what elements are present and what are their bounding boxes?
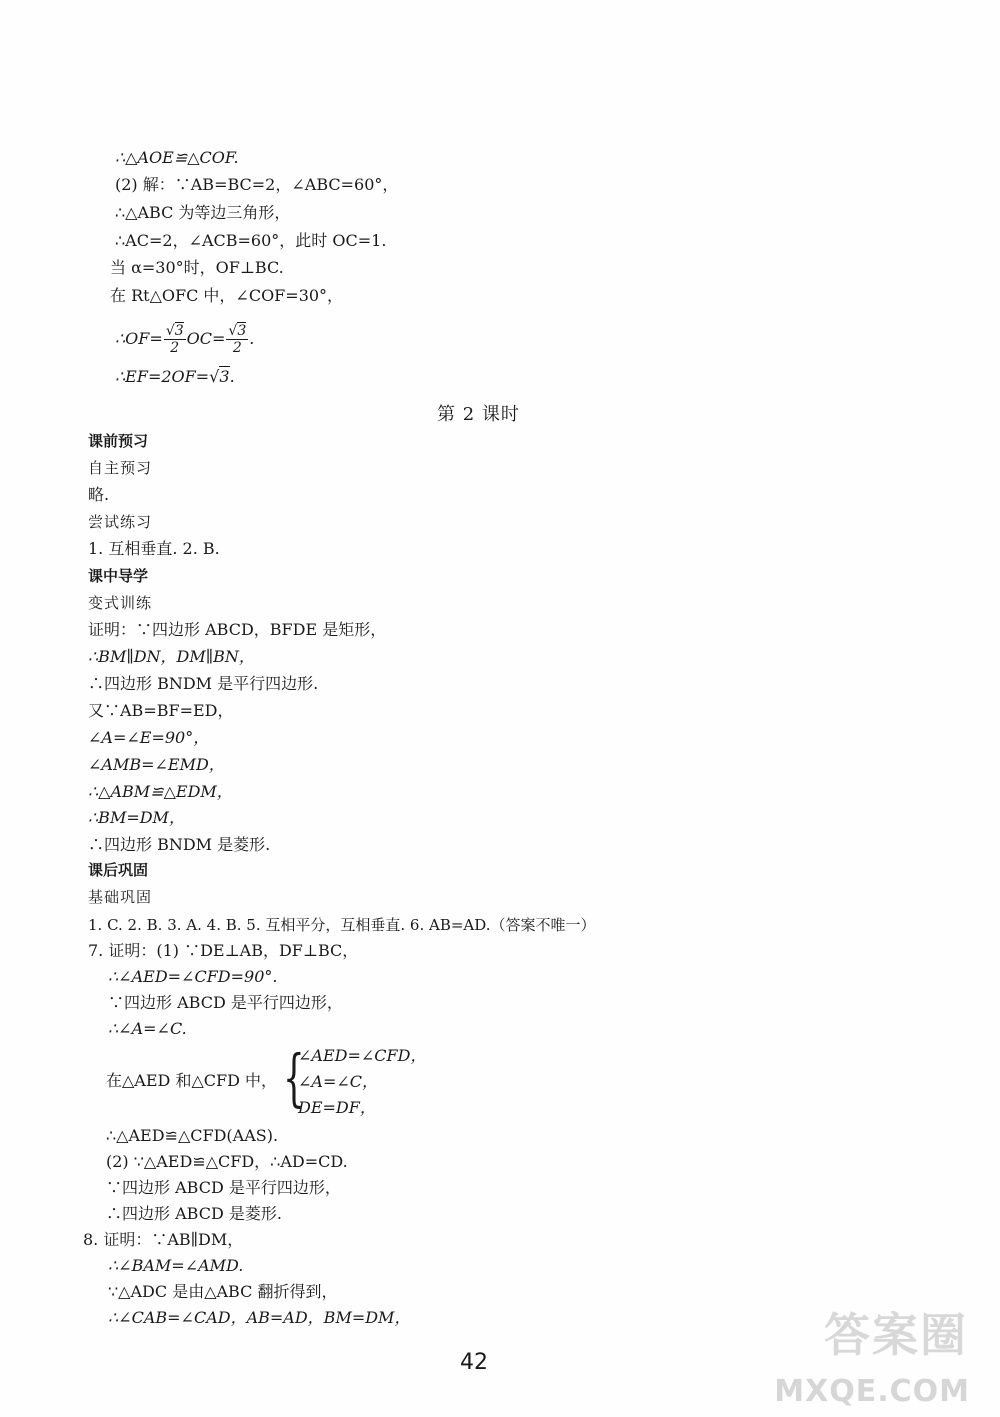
text-line: ∴∠AED=∠CFD=90°. <box>108 967 278 986</box>
system-row: DE=DF， <box>298 1098 376 1117</box>
text-line: ∴四边形 BNDM 是平行四边形. <box>88 674 319 693</box>
text-line: 7. 证明：(1) ∵DE⊥AB，DF⊥BC， <box>88 941 359 960</box>
text-line: 在 Rt△OFC 中，∠COF=30°， <box>110 286 344 305</box>
text-line: 略. <box>88 485 110 504</box>
system-row: ∠AED=∠CFD， <box>298 1046 427 1065</box>
fraction: $\frac{√3}{2}$ <box>228 323 247 356</box>
left-brace: { <box>283 1041 305 1114</box>
text-line: ∵△ADC 是由△ABC 翻折得到， <box>108 1282 338 1301</box>
text-line: (2) 解：∵AB=BC=2，∠ABC=60°， <box>115 175 399 194</box>
section-heading: 课中导学 <box>88 567 149 585</box>
text-line: ∴四边形 ABCD 是菱形. <box>106 1204 282 1223</box>
text-line: 1. C. 2. B. 3. A. 4. B. 5. 互相平分，互相垂直. 6. AB=AD.（答案不唯一） <box>88 916 596 934</box>
system-prefix: 在△AED 和△CFD 中， <box>106 1071 278 1090</box>
subsection-heading: 自主预习 <box>88 459 153 477</box>
system-row: ∠A=∠C， <box>298 1072 379 1091</box>
text-line: ∴BM=DM， <box>88 808 185 827</box>
section-heading: 课前预习 <box>88 432 149 450</box>
text-line: ∵四边形 ABCD 是平行四边形， <box>108 993 343 1012</box>
text-line: 当 α=30°时，OF⊥BC. <box>110 258 284 277</box>
watermark-top: 答案圈 <box>824 1308 968 1362</box>
of-lhs: ∴OF= <box>115 329 163 348</box>
text-line: ∴四边形 BNDM 是菱形. <box>88 835 271 854</box>
subsection-heading: 基础巩固 <box>88 888 153 906</box>
text-line: ∴△AED≌△CFD(AAS). <box>106 1126 279 1145</box>
of-mid: OC= <box>186 329 226 348</box>
text-line: (2) ∵△AED≌△CFD，∴AD=CD. <box>106 1152 348 1171</box>
page-number: 42 <box>460 1350 488 1375</box>
text-line: ∴∠BAM=∠AMD. <box>108 1256 244 1275</box>
section-heading: 课后巩固 <box>88 861 149 879</box>
text-line: ∴∠A=∠C. <box>108 1019 187 1038</box>
text-line: ∠A=∠E=90°， <box>88 728 210 747</box>
fraction: $\frac{√3}{2}$ <box>165 323 184 356</box>
text-line: ∴△ABC 为等边三角形， <box>115 203 291 222</box>
text-line: 证明：∵四边形 ABCD，BFDE 是矩形， <box>88 620 387 639</box>
subsection-heading: 尝试练习 <box>88 513 153 531</box>
watermark-logo <box>774 1299 978 1409</box>
text-line: ∴∠CAB=∠CAD，AB=AD，BM=DM， <box>108 1308 411 1327</box>
text-line: ∴BM∥DN，DM∥BN， <box>88 647 255 666</box>
text-line: ∴△ABM≌△EDM， <box>88 782 233 801</box>
watermark-bottom: MXQE.COM <box>774 1374 970 1409</box>
text-line: ∵四边形 ABCD 是平行四边形， <box>106 1178 341 1197</box>
text-line: ∴△AOE≌△COF. <box>115 148 239 167</box>
text-line: ∴AC=2，∠ACB=60°，此时 OC=1. <box>115 231 387 250</box>
ef-equation: ∴EF=2OF=√3. <box>115 367 235 386</box>
section-title: 第 2 课时 <box>437 404 520 425</box>
text-line: ∠AMB=∠EMD， <box>88 755 225 774</box>
text-line: 1. 互相垂直. 2. B. <box>88 539 220 558</box>
subsection-heading: 变式训练 <box>88 594 153 612</box>
text-line: 8. 证明：∵AB∥DM， <box>83 1230 244 1249</box>
of-equation: ∴OF= $\frac{√3}{2}$ OC= $\frac{√3}{2}$ . <box>115 323 255 356</box>
text-line: 又∵AB=BF=ED， <box>88 701 234 720</box>
